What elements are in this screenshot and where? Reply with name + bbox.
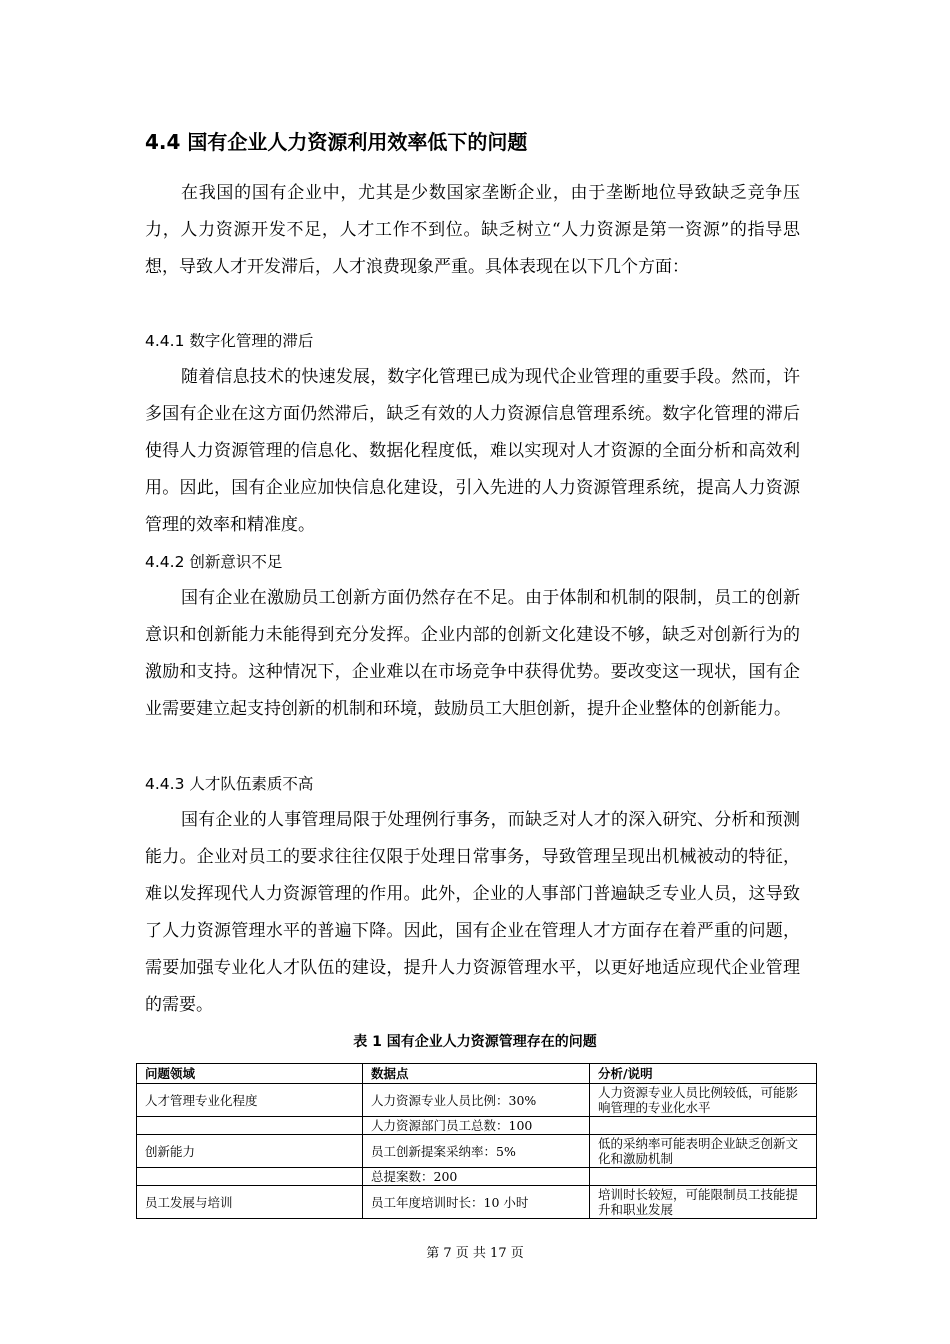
table-cell: 人力资源专业人员比例较低，可能影响管理的专业化水平 bbox=[590, 1084, 817, 1117]
table-header-cell: 分析/说明 bbox=[590, 1064, 817, 1084]
subsection-body-4-4-2: 国有企业在激励员工创新方面仍然存在不足。由于体制和机制的限制，员工的创新意识和创新能力未能得到充分发挥。企业内部的创新文化建设不够，缺乏对创新行为的激励和支持。这种情况下，企业难以在市场竞争中获得优势。要改变这一现状，国有企业需要建立起支持创新的机制和环境，鼓励员工大胆创新，提升企业整体的创新能力。 bbox=[145, 588, 800, 719]
subsection-heading-4-4-3: 4.4.3 人才队伍素质不高 bbox=[145, 775, 314, 793]
section-title: 4.4 国有企业人力资源利用效率低下的问题 bbox=[145, 130, 528, 154]
table-cell bbox=[590, 1117, 817, 1135]
table-cell: 人力资源部门员工总数：100 bbox=[363, 1117, 590, 1135]
table-cell bbox=[137, 1117, 363, 1135]
table-header-cell: 数据点 bbox=[363, 1064, 590, 1084]
table-row bbox=[137, 1084, 817, 1117]
table-row bbox=[137, 1168, 817, 1186]
table-row bbox=[137, 1135, 817, 1168]
table-cell: 人力资源专业人员比例：30% bbox=[363, 1084, 590, 1117]
issues-table bbox=[136, 1063, 817, 1219]
table-cell: 人才管理专业化程度 bbox=[137, 1084, 363, 1117]
table-cell: 创新能力 bbox=[137, 1135, 363, 1168]
table-header-cell: 问题领域 bbox=[137, 1064, 363, 1084]
table-row bbox=[137, 1186, 817, 1219]
table-cell bbox=[137, 1168, 363, 1186]
table-cell: 员工发展与培训 bbox=[137, 1186, 363, 1219]
table-cell: 员工年度培训时长：10 小时 bbox=[363, 1186, 590, 1219]
intro-paragraph: 在我国的国有企业中，尤其是少数国家垄断企业，由于垄断地位导致缺乏竞争压力，人力资源开发不足，人才工作不到位。缺乏树立“人力资源是第一资源”的指导思想，导致人才开发滞后，人才浪费现象严重。具体表现在以下几个方面： bbox=[145, 183, 800, 277]
table-header-row bbox=[137, 1064, 817, 1084]
subsection-heading-4-4-1: 4.4.1 数字化管理的滞后 bbox=[145, 332, 314, 350]
table-cell: 低的采纳率可能表明企业缺乏创新文化和激励机制 bbox=[590, 1135, 817, 1168]
subsection-heading-4-4-2: 4.4.2 创新意识不足 bbox=[145, 553, 283, 571]
table-cell: 总提案数：200 bbox=[363, 1168, 590, 1186]
table-row bbox=[137, 1117, 817, 1135]
table-caption: 表 1 国有企业人力资源管理存在的问题 bbox=[353, 1034, 597, 1050]
subsection-body-4-4-3: 国有企业的人事管理局限于处理例行事务，而缺乏对人才的深入研究、分析和预测能力。企业对员工的要求往往仅限于处理日常事务，导致管理呈现出机械被动的特征，难以发挥现代人力资源管理的作用。此外，企业的人事部门普遍缺乏专业人员，这导致了人力资源管理水平的普遍下降。因此，国有企业在管理人才方面存在着严重的问题，需要加强专业化人才队伍的建设，提升人力资源管理水平，以更好地适应现代企业管理的需要。 bbox=[145, 810, 800, 1015]
table-cell: 员工创新提案采纳率：5% bbox=[363, 1135, 590, 1168]
table-cell: 培训时长较短，可能限制员工技能提升和职业发展 bbox=[590, 1186, 817, 1219]
table-cell bbox=[590, 1168, 817, 1186]
subsection-body-4-4-1: 随着信息技术的快速发展，数字化管理已成为现代企业管理的重要手段。然而，许多国有企业在这方面仍然滞后，缺乏有效的人力资源信息管理系统。数字化管理的滞后使得人力资源管理的信息化、数据化程度低，难以实现对人才资源的全面分析和高效利用。因此，国有企业应加快信息化建设，引入先进的人力资源管理系统，提高人力资源管理的效率和精准度。 bbox=[145, 367, 800, 535]
page-footer: 第 7 页 共 17 页 bbox=[426, 1246, 524, 1261]
